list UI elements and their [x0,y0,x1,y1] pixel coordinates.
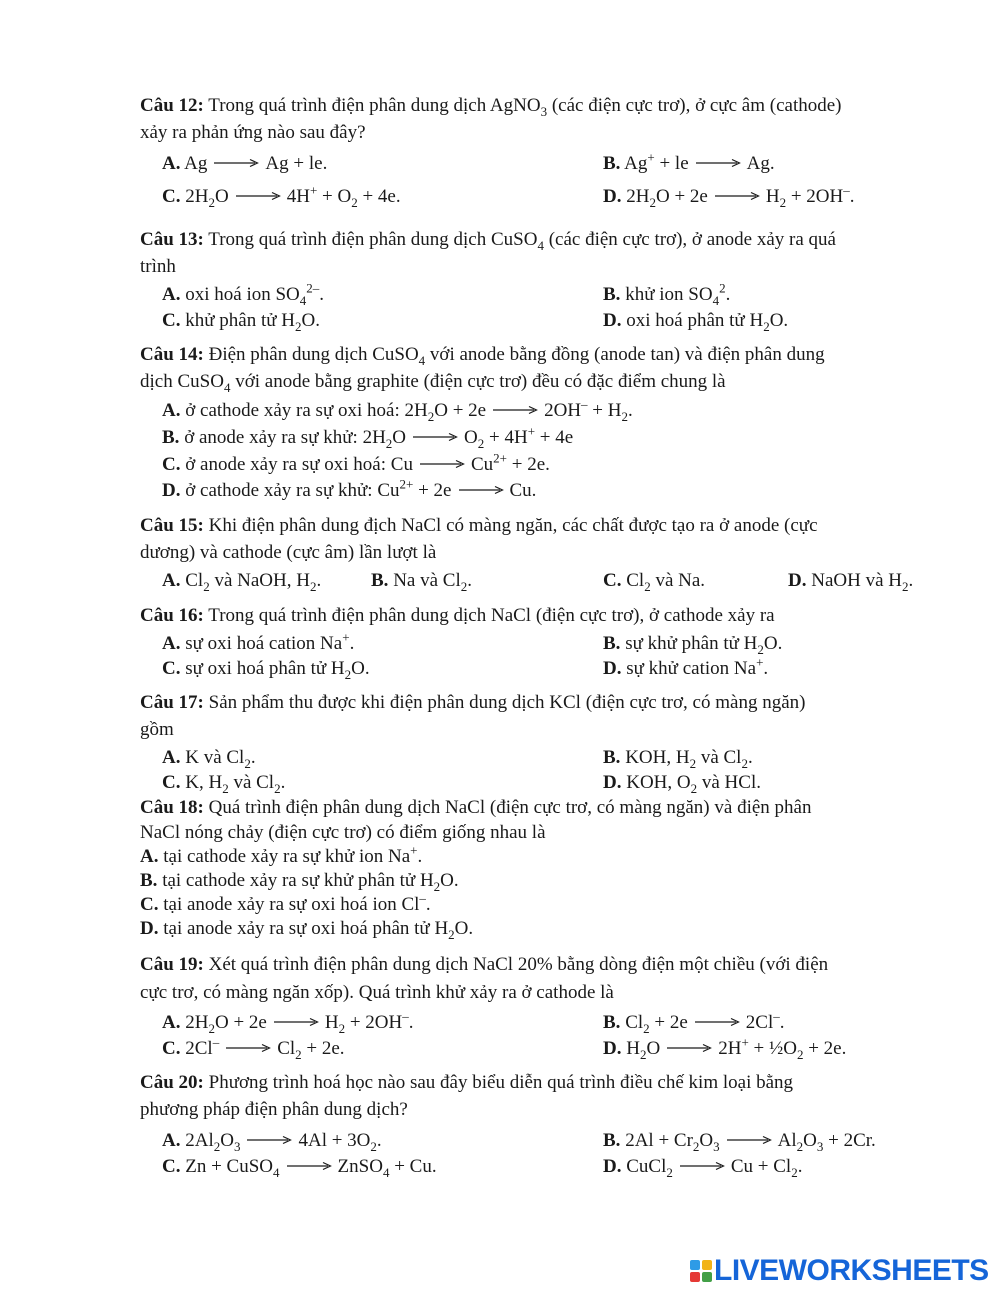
q15-option-c[interactable]: C. $Cl_2$ và Na. [603,570,706,594]
q18-option-c[interactable]: C. tại anode xảy ra sự oxi hoá ion Cl–. [140,890,431,915]
q18-stem-line2: NaCl nóng chảy (điện cực trơ) có điểm giống nhau là [140,822,546,843]
q13-label: Câu 13: [140,229,204,250]
q12-label: Câu 12: [140,95,204,116]
q15-option-a[interactable]: A. $Cl_2$ và NaOH, $H_2$. [162,570,322,594]
q16-label: Câu 16: [140,605,204,626]
q19-stem-line1: Câu 19: Xét quá trình điện phân dung dịch NaCl 20% bằng dòng điện một chiều (với điện [140,954,829,975]
q16-option-a[interactable]: A. sự oxi hoá cation Na+. [162,629,355,654]
q19-option-c[interactable]: C. 2Cl– $Cl_2 + 2e$. [162,1034,345,1062]
q12-option-d[interactable]: D. $2H_2O + 2e$ $H_2 + 2OH^-$. [603,182,855,210]
reaction-arrow-icon [458,485,504,495]
q19-option-d[interactable]: D. $H_2O$ $2H^+ + \frac{1}{2}O_2 + 2e$. [603,1034,847,1062]
q16-option-b[interactable]: B. sự khử phân tử $H_2O$. [603,633,783,657]
q14-label: Câu 14: [140,344,204,365]
brand-name: LIVEWORKSHEETS [714,1254,989,1287]
q14-option-c[interactable]: C. ở anode xảy ra sự oxi hoá: Cu $Cu^{2+} + 2e$. [162,450,550,475]
q17-stem-line2: gồm [140,719,174,740]
q19-stem-line2: cực trơ, có màng ngăn xốp). Quá trình khử xảy ra ở cathode là [140,982,614,1003]
reaction-arrow-icon [666,1043,712,1053]
q20-option-c[interactable]: C. Zn + CuSO$_4$ ZnSO$_4$ + Cu. [162,1156,437,1180]
q13-option-c[interactable]: C. khử phân tử $H_2O$. [162,310,320,334]
q12-stem-line2: xảy ra phản ứng nào sau đây? [140,122,366,143]
q12-option-a[interactable]: A. Ag Ag + le. [162,153,328,174]
q20-option-a[interactable]: A. $2Al_2O_3$ $4Al + 3O_2$. [162,1130,382,1154]
q15-option-b[interactable]: B. Na và $Cl_2$. [371,570,472,594]
q18-option-b[interactable]: B. tại cathode xảy ra sự khử phân tử $H_2O$. [140,870,459,894]
reaction-arrow-icon [714,191,760,201]
reaction-arrow-icon [213,158,259,168]
q12-stem-line1: Câu 12: Trong quá trình điện phân dung dịch AgNO$_3$ (các điện cực trơ), ở cực âm (cathode) [140,95,842,119]
q17-stem-line1: Câu 17: Sản phẩm thu được khi điện phân dung dịch KCl (điện cực trơ, có màng ngăn) [140,692,806,713]
q16-stem-line1: Câu 16: Trong quá trình điện phân dung dịch NaCl (điện cực trơ), ở cathode xảy ra [140,605,775,626]
q20-stem-line2: phương pháp điện phân dung dịch? [140,1099,408,1120]
reaction-arrow-icon [246,1135,292,1145]
q15-label: Câu 15: [140,515,204,536]
q20-label: Câu 20: [140,1072,204,1093]
q18-stem-line1: Câu 18: Quá trình điện phân dung dịch NaCl (điện cực trơ, có màng ngăn) và điện phân [140,797,812,818]
q20-option-d[interactable]: D. CuCl$_2$ $Cu + Cl_2$. [603,1156,803,1180]
q15-stem-line2: dương) và cathode (cực âm) lần lượt là [140,542,437,563]
q17-option-b[interactable]: B. KOH, $H_2$ và $Cl_2$. [603,747,753,771]
q19-option-a[interactable]: A. $2H_2O + 2e$ $H_2 + 2OH^-$. [162,1008,414,1036]
q13-stem-line1: Câu 13: Trong quá trình điện phân dung dịch CuSO$_4$ (các điện cực trơ), ở anode xảy ra quá [140,229,836,253]
q17-option-c[interactable]: C. K, $H_2$ và $Cl_2$. [162,772,286,796]
reaction-arrow-icon [412,432,458,442]
reaction-arrow-icon [235,191,281,201]
q19-label: Câu 19: [140,954,204,975]
reaction-arrow-icon [694,1017,740,1027]
q17-option-d[interactable]: D. KOH, $O_2$ và HCl. [603,772,761,796]
q15-option-d[interactable]: D. NaOH và $H_2$. [788,570,914,594]
q18-option-a[interactable]: A. tại cathode xảy ra sự khử ion Na+. [140,842,423,867]
reaction-arrow-icon [225,1043,271,1053]
q20-stem-line1: Câu 20: Phương trình hoá học nào sau đây biểu diễn quá trình điều chế kim loại bằng [140,1072,794,1093]
reaction-arrow-icon [679,1161,725,1171]
q14-option-d[interactable]: D. ở cathode xảy ra sự khử: $Cu^{2+} + 2e$ Cu. [162,476,537,501]
reaction-arrow-icon [286,1161,332,1171]
q17-label: Câu 17: [140,692,204,713]
q13-option-b[interactable]: B. khử ion $SO_4^2$. [603,280,731,308]
q16-option-d[interactable]: D. sự khử cation Na+. [603,654,769,679]
q13-option-a[interactable]: A. oxi hoá ion $SO_4^{2-}$. [162,280,325,308]
q18-option-d[interactable]: D. tại anode xảy ra sự oxi hoá phân tử $H_2O$. [140,918,474,942]
q13-option-d[interactable]: D. oxi hoá phân tử $H_2O$. [603,310,789,334]
reaction-arrow-icon [273,1017,319,1027]
q12-option-c[interactable]: C. $2H_2O$ $4H^+ + O_2 + 4e$. [162,182,401,210]
q13-stem-line2: trình [140,256,176,277]
liveworksheets-logo[interactable] [690,1256,989,1286]
reaction-arrow-icon [419,459,465,469]
reaction-arrow-icon [492,405,538,415]
q14-stem-line2: dịch CuSO$_4$ với anode bằng graphite (điện cực trơ) đều có đặc điểm chung là [140,371,726,395]
q19-option-b[interactable]: B. $Cl_2 + 2e$ 2Cl–. [603,1008,785,1036]
q14-option-b[interactable]: B. ở anode xảy ra sự khử: $2H_2O$ $O_2 + 4H^+ + 4e$ [162,423,574,451]
q17-option-a[interactable]: A. K và $Cl_2$. [162,747,256,771]
q15-stem-line1: Câu 15: Khi điện phân dung địch NaCl có màng ngăn, các chất được tạo ra ở anode (cực [140,515,818,536]
q12-option-b[interactable]: B. Ag+ + le Ag. [603,149,775,174]
q14-stem-line1: Câu 14: Điện phân dung dịch CuSO$_4$ với anode bằng đồng (anode tan) và điện phân dung [140,344,825,368]
q18-label: Câu 18: [140,797,204,818]
reaction-arrow-icon [695,158,741,168]
q14-option-a[interactable]: A. ở cathode xảy ra sự oxi hoá: $2H_2O + 2e$ $2OH^- + H_2$. [162,396,633,424]
liveworksheets-logo-icon [690,1260,712,1282]
reaction-arrow-icon [726,1135,772,1145]
q20-option-b[interactable]: B. $2Al + Cr_2O_3$ $Al_2O_3 + 2Cr$. [603,1130,876,1154]
q16-option-c[interactable]: C. sự oxi hoá phân tử $H_2O$. [162,658,370,682]
